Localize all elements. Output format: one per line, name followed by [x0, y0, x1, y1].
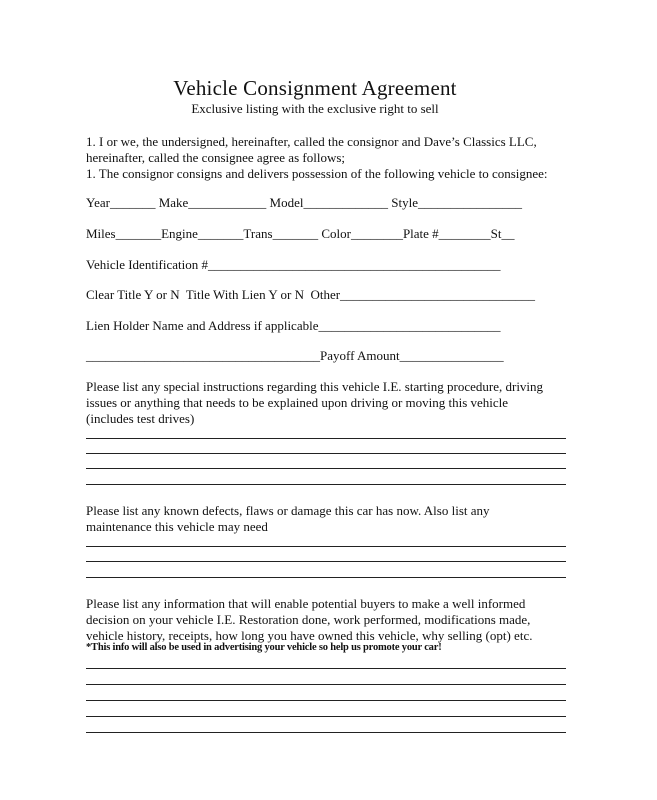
buyer-info-line-3: vehicle history, receipts, how long you have owned this vehicle, why selling (opt) etc. — [86, 628, 533, 643]
special-instructions-answer-line[interactable] — [86, 484, 566, 485]
defects-line-2: maintenance this vehicle may need — [86, 519, 268, 534]
vin-field-row[interactable]: Vehicle Identification #_____________________________________________ — [86, 257, 501, 272]
document-title: Vehicle Consignment Agreement — [173, 76, 457, 100]
intro-line-3: 1. The consignor consigns and delivers possession of the following vehicle to consignee: — [86, 166, 548, 181]
vehicle-details-field-row[interactable]: Miles_______Engine_______Trans_______ Color________Plate #________St__ — [86, 226, 515, 241]
defects-answer-line[interactable] — [86, 577, 566, 578]
buyer-info-line-1: Please list any information that will enable potential buyers to make a well informed — [86, 596, 526, 611]
defects-answer-line[interactable] — [86, 546, 566, 547]
special-instructions-line-1: Please list any special instructions regarding this vehicle I.E. starting procedure, driving — [86, 379, 544, 394]
special-instructions-answer-line[interactable] — [86, 453, 566, 454]
special-instructions-line-2: issues or anything that needs to be explained upon driving or moving this vehicle — [86, 395, 509, 410]
special-instructions-answer-line[interactable] — [86, 468, 566, 469]
payoff-field-row[interactable]: ____________________________________Payoff Amount________________ — [86, 348, 504, 363]
intro-line-1: 1. I or we, the undersigned, hereinafter, called the consignor and Dave’s Classics LLC, — [86, 134, 537, 149]
defects-answer-line[interactable] — [86, 561, 566, 562]
buyer-info-line-2: decision on your vehicle I.E. Restoration done, work performed, modifications made, — [86, 612, 531, 627]
special-instructions-answer-line[interactable] — [86, 438, 566, 439]
vehicle-basics-field-row[interactable]: Year_______ Make____________ Model_____________ Style________________ — [86, 195, 522, 210]
intro-line-2: hereinafter, called the consignee agree as follows; — [86, 150, 345, 165]
special-instructions-line-3: (includes test drives) — [86, 411, 195, 426]
buyer-info-answer-line[interactable] — [86, 668, 566, 669]
buyer-info-answer-line[interactable] — [86, 716, 566, 717]
document-subtitle: Exclusive listing with the exclusive right to sell — [191, 101, 439, 116]
lien-holder-field-row[interactable]: Lien Holder Name and Address if applicable____________________________ — [86, 318, 501, 333]
buyer-info-answer-line[interactable] — [86, 732, 566, 733]
defects-line-1: Please list any known defects, flaws or damage this car has now. Also list any — [86, 503, 490, 518]
buyer-info-answer-line[interactable] — [86, 684, 566, 685]
title-status-field-row[interactable]: Clear Title Y or N Title With Lien Y or N Other______________________________ — [86, 287, 536, 302]
buyer-info-answer-line[interactable] — [86, 700, 566, 701]
advertising-note: *This info will also be used in advertising your vehicle so help us promote your car! — [86, 642, 442, 653]
